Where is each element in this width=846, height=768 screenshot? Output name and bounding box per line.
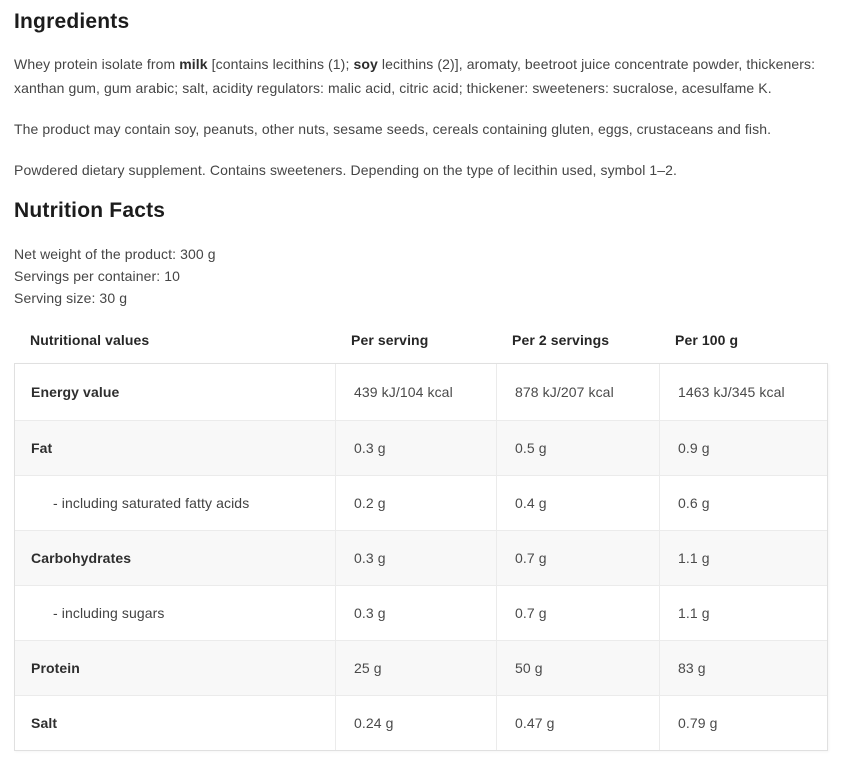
row-value-per-100g: 1.1 g xyxy=(659,531,827,585)
row-value-per-2-servings: 0.47 g xyxy=(496,696,659,750)
column-header-per-2-servings: Per 2 servings xyxy=(512,332,610,348)
net-weight-line: Net weight of the product: 300 g xyxy=(14,246,216,262)
table-row-saturated-fat xyxy=(15,475,827,530)
nutrition-facts-title: Nutrition Facts xyxy=(14,199,166,222)
table-row-sugars xyxy=(15,585,827,640)
row-value-per-2-servings: 50 g xyxy=(496,641,659,695)
row-label: - including sugars xyxy=(53,605,165,621)
row-value-per-100g: 83 g xyxy=(659,641,827,695)
row-value-per-2-servings: 0.5 g xyxy=(496,421,659,475)
servings-per-container-line: Servings per container: 10 xyxy=(14,268,181,284)
row-label: Energy value xyxy=(31,384,120,400)
nutrition-table xyxy=(14,363,828,751)
row-value-per-100g: 0.9 g xyxy=(659,421,827,475)
row-label: Carbohydrates xyxy=(31,550,132,566)
row-label: - including saturated fatty acids xyxy=(53,495,250,511)
ingredients-title: Ingredients xyxy=(14,10,130,33)
table-row-fat xyxy=(15,420,827,475)
row-value-per-100g: 0.79 g xyxy=(659,696,827,750)
row-label: Salt xyxy=(31,715,58,731)
table-row-carbohydrates xyxy=(15,530,827,585)
row-value-per-serving: 0.3 g xyxy=(335,421,496,475)
may-contain-paragraph: The product may contain soy, peanuts, other nuts, sesame seeds, cereals containing gluten, eggs, crustaceans and fish. xyxy=(14,121,772,137)
ingredients-text-segment: lecithins (2)], aromaty, beetroot juice concentrate powder, thickeners: xanthan gum, gum arabic; salt, acidity regulators: malic acid, citric acid; thickener: sweeteners: sucralose, acesulfame K. xyxy=(14,56,816,96)
table-row-protein xyxy=(15,640,827,695)
ingredients-text-segment: [contains lecithins (1); xyxy=(207,56,354,72)
row-label: Protein xyxy=(31,660,80,676)
ingredients-text-segment: Whey protein isolate from xyxy=(14,56,180,72)
column-header-per-serving: Per serving xyxy=(351,332,429,348)
row-value-per-2-servings: 0.7 g xyxy=(496,586,659,640)
row-value-per-serving: 0.3 g xyxy=(335,531,496,585)
row-value-per-serving: 25 g xyxy=(335,641,496,695)
row-value-per-100g: 1463 kJ/345 kcal xyxy=(659,364,827,420)
row-value-per-serving: 0.3 g xyxy=(335,586,496,640)
table-row-energy xyxy=(15,364,827,420)
allergen-milk: milk xyxy=(179,56,208,72)
row-value-per-2-servings: 0.7 g xyxy=(496,531,659,585)
row-label: Fat xyxy=(31,440,53,456)
nutrition-table-header xyxy=(14,317,828,363)
allergen-soy: soy xyxy=(353,56,378,72)
table-row-salt xyxy=(15,695,827,750)
row-value-per-serving: 0.24 g xyxy=(335,696,496,750)
row-value-per-2-servings: 878 kJ/207 kcal xyxy=(496,364,659,420)
row-value-per-serving: 0.2 g xyxy=(335,476,496,530)
row-value-per-100g: 0.6 g xyxy=(659,476,827,530)
serving-size-line: Serving size: 30 g xyxy=(14,290,128,306)
column-header-per-100g: Per 100 g xyxy=(675,332,739,348)
column-header-nutritional-values: Nutritional values xyxy=(30,332,150,348)
row-value-per-serving: 439 kJ/104 kcal xyxy=(335,364,496,420)
supplement-note-paragraph: Powdered dietary supplement. Contains sweeteners. Depending on the type of lecithin used, symbol 1–2. xyxy=(14,162,678,178)
row-value-per-100g: 1.1 g xyxy=(659,586,827,640)
ingredients-paragraph xyxy=(14,52,826,100)
row-value-per-2-servings: 0.4 g xyxy=(496,476,659,530)
